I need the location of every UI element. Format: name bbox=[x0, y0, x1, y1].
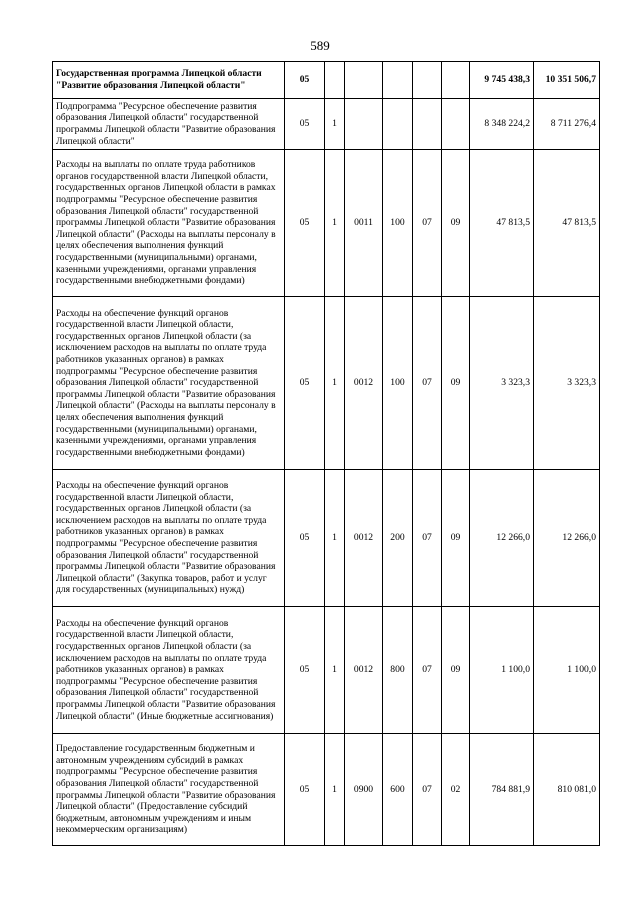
program-code: 05 bbox=[285, 99, 325, 150]
amount-year-1: 47 813,5 bbox=[470, 150, 534, 297]
expense-type-code: 800 bbox=[383, 607, 413, 734]
table-row bbox=[53, 150, 600, 297]
row-description: Расходы на обеспечение функций органов государственной власти Липецкой области, государственных органов Липецкой области (за исключением расходов на выплаты по оплате труда работников указанных органов) в рамках подпрограммы "Ресурсное обеспечение развития образования Липецкой области" государственной программы Липецкой области "Развитие образования Липецкой области" (Иные бюджетные ассигнования) bbox=[53, 607, 285, 734]
table-row bbox=[53, 470, 600, 607]
program-code: 05 bbox=[285, 150, 325, 297]
table-row bbox=[53, 99, 600, 150]
row-description: Предоставление государственным бюджетным и автономным учреждениям субсидий в рамках подпрограммы "Ресурсное обеспечение развития образования Липецкой области" государственной программы Липецкой области "Развитие образования Липецкой области" (Предоставление субсидий бюджетным, автономным учреждениям и иным некоммерческим организациям) bbox=[53, 734, 285, 846]
subsection-code: 09 bbox=[442, 297, 470, 470]
expense-type-code: 200 bbox=[383, 470, 413, 607]
subprogram-code: 1 bbox=[325, 150, 345, 297]
row-description: Расходы на обеспечение функций органов государственной власти Липецкой области, государственных органов Липецкой области (за исключением расходов на выплаты по оплате труда работников указанных органов) в рамках подпрограммы "Ресурсное обеспечение развития образования Липецкой области" государственной программы Липецкой области "Развитие образования Липецкой области" (Закупка товаров, работ и услуг для государственных (муниципальных) нужд) bbox=[53, 470, 285, 607]
amount-year-2: 10 351 506,7 bbox=[534, 62, 600, 99]
program-code: 05 bbox=[285, 297, 325, 470]
subsection-code: 09 bbox=[442, 150, 470, 297]
expense-article-code: 0012 bbox=[345, 297, 383, 470]
amount-year-2: 810 081,0 bbox=[534, 734, 600, 846]
amount-year-1: 1 100,0 bbox=[470, 607, 534, 734]
expense-type-code: 600 bbox=[383, 734, 413, 846]
section-code: 07 bbox=[413, 150, 442, 297]
expense-article-code: 0011 bbox=[345, 150, 383, 297]
expense-type-code bbox=[383, 99, 413, 150]
page-number: 589 bbox=[310, 38, 330, 53]
subsection-code bbox=[442, 99, 470, 150]
section-code: 07 bbox=[413, 297, 442, 470]
subprogram-code: 1 bbox=[325, 607, 345, 734]
section-code bbox=[413, 99, 442, 150]
table-body bbox=[53, 62, 600, 846]
row-description: Государственная программа Липецкой области "Развитие образования Липецкой области" bbox=[53, 62, 285, 99]
section-code: 07 bbox=[413, 607, 442, 734]
expense-article-code bbox=[345, 99, 383, 150]
expense-article-code: 0900 bbox=[345, 734, 383, 846]
amount-year-1: 12 266,0 bbox=[470, 470, 534, 607]
expense-type-code: 100 bbox=[383, 150, 413, 297]
subsection-code: 02 bbox=[442, 734, 470, 846]
amount-year-1: 9 745 438,3 bbox=[470, 62, 534, 99]
table-row bbox=[53, 297, 600, 470]
subprogram-code: 1 bbox=[325, 470, 345, 607]
subprogram-code: 1 bbox=[325, 99, 345, 150]
program-code: 05 bbox=[285, 734, 325, 846]
amount-year-2: 12 266,0 bbox=[534, 470, 600, 607]
amount-year-2: 47 813,5 bbox=[534, 150, 600, 297]
program-code: 05 bbox=[285, 607, 325, 734]
expense-type-code: 100 bbox=[383, 297, 413, 470]
expense-article-code bbox=[345, 62, 383, 99]
expense-article-code: 0012 bbox=[345, 470, 383, 607]
program-code: 05 bbox=[285, 470, 325, 607]
expense-article-code: 0012 bbox=[345, 607, 383, 734]
amount-year-1: 3 323,3 bbox=[470, 297, 534, 470]
section-code bbox=[413, 62, 442, 99]
subprogram-code: 1 bbox=[325, 297, 345, 470]
program-code: 05 bbox=[285, 62, 325, 99]
table-row bbox=[53, 62, 600, 99]
amount-year-2: 8 711 276,4 bbox=[534, 99, 600, 150]
row-description: Подпрограмма "Ресурсное обеспечение развития образования Липецкой области" государственной программы Липецкой области "Развитие образования Липецкой области" bbox=[53, 99, 285, 150]
expense-type-code bbox=[383, 62, 413, 99]
subsection-code: 09 bbox=[442, 607, 470, 734]
section-code: 07 bbox=[413, 734, 442, 846]
row-description: Расходы на обеспечение функций органов государственной власти Липецкой области, государственных органов Липецкой области (за исключением расходов на выплаты по оплате труда работников указанных органов) в рамках подпрограммы "Ресурсное обеспечение развития образования Липецкой области" государственной программы Липецкой области "Развитие образования Липецкой области" (Расходы на выплаты персоналу в целях обеспечения выполнения функций государственными (муниципальными) органами, казенными учреждениями, органами управления государственными внебюджетными фондами) bbox=[53, 297, 285, 470]
table-row bbox=[53, 607, 600, 734]
table-row bbox=[53, 734, 600, 846]
budget-table bbox=[52, 61, 600, 846]
amount-year-1: 8 348 224,2 bbox=[470, 99, 534, 150]
section-code: 07 bbox=[413, 470, 442, 607]
amount-year-2: 3 323,3 bbox=[534, 297, 600, 470]
subsection-code bbox=[442, 62, 470, 99]
subprogram-code bbox=[325, 62, 345, 99]
subprogram-code: 1 bbox=[325, 734, 345, 846]
row-description: Расходы на выплаты по оплате труда работников органов государственной власти Липецкой области, государственных органов Липецкой области в рамках подпрограммы "Ресурсное обеспечение развития образования Липецкой области" государственной программы Липецкой области "Развитие образования Липецкой области" (Расходы на выплаты персоналу в целях обеспечения выполнения функций государственными (муниципальными) органами, казенными учреждениями, органами управления государственными внебюджетными фондами) bbox=[53, 150, 285, 297]
amount-year-1: 784 881,9 bbox=[470, 734, 534, 846]
subsection-code: 09 bbox=[442, 470, 470, 607]
amount-year-2: 1 100,0 bbox=[534, 607, 600, 734]
